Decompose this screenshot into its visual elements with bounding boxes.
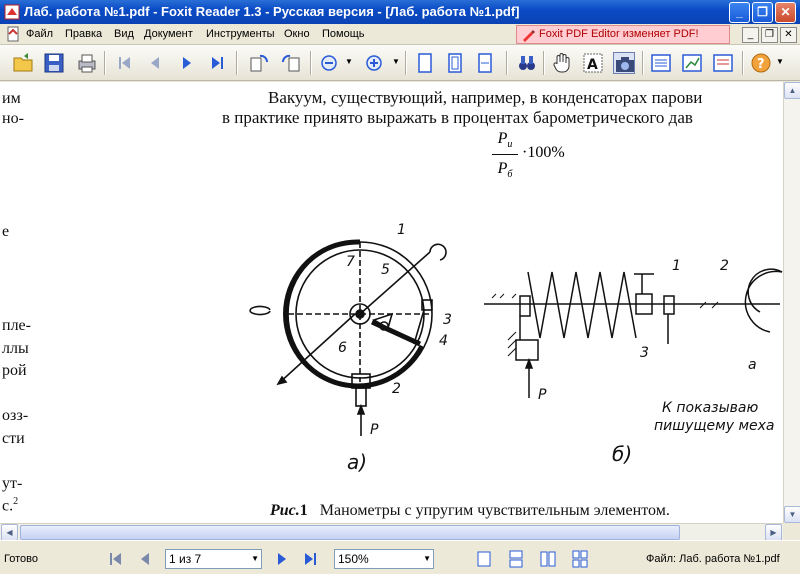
actual-size-button[interactable] (414, 52, 436, 74)
window-title: Лаб. работа №1.pdf - Foxit Reader 1.3 - Русская версия - [Лаб. работа №1.pdf] (24, 4, 520, 19)
camera-icon (614, 53, 636, 75)
help-dropdown-arrow[interactable]: ▼ (776, 57, 784, 66)
first-page-icon (107, 550, 125, 568)
continuous-facing-mode-button[interactable] (572, 550, 588, 568)
paragraph-line: Вакуум, существующий, например, в конденсаторах парови (268, 88, 703, 107)
mdi-minimize-button[interactable]: _ (742, 27, 759, 43)
vertical-scrollbar[interactable] (783, 82, 800, 523)
chevron-down-icon: ▼ (251, 554, 259, 563)
menu-document[interactable]: Документ (144, 28, 193, 40)
zoom-value: 150% (338, 552, 369, 566)
previous-page-icon (136, 550, 154, 568)
zoom-in-dropdown-arrow[interactable]: ▼ (392, 57, 400, 66)
single-page-view-button[interactable] (650, 52, 672, 74)
formula-denominator: $P_б$ (497, 160, 513, 181)
left-text-fragment: е (2, 223, 10, 240)
facing-pages-icon (712, 52, 734, 74)
continuous-facing-icon (572, 550, 588, 568)
status-next-page-button[interactable] (273, 550, 291, 568)
scrollbar-corner (783, 523, 800, 540)
find-button[interactable] (516, 52, 538, 74)
help-icon (750, 52, 772, 74)
left-text-fragment: им (2, 90, 21, 107)
status-bar (0, 540, 800, 574)
rotate-right-icon (280, 52, 302, 74)
formula-numerator: $P_и$ (497, 130, 513, 151)
pen-icon (521, 28, 535, 42)
zoom-out-dropdown-arrow[interactable]: ▼ (345, 57, 353, 66)
save-disk-icon (43, 52, 65, 74)
figure-label: 3 (443, 312, 452, 328)
left-text-fragment: ллы (2, 340, 29, 357)
page-icon (414, 52, 436, 74)
figure-label: 1 (672, 258, 681, 274)
foxit-app-icon (4, 4, 20, 20)
toolbar-separator (506, 51, 508, 75)
title-bar (0, 0, 800, 24)
status-ready: Готово (4, 553, 38, 565)
first-page-icon (114, 52, 136, 74)
fit-page-button[interactable] (444, 52, 466, 74)
open-button[interactable] (12, 52, 34, 74)
text-select-icon (582, 52, 604, 74)
next-page-icon (175, 52, 197, 74)
figure-label: 2 (720, 258, 729, 274)
rotate-right-button[interactable] (280, 52, 302, 74)
toolbar-separator (543, 51, 545, 75)
binoculars-icon (516, 52, 538, 74)
toolbar (0, 45, 800, 81)
left-text-fragment-main: с. (2, 497, 14, 515)
zoom-out-button[interactable] (318, 52, 340, 74)
select-text-button[interactable] (582, 52, 604, 74)
paragraph-line: в практике принято выражать в процентах барометрического дав (222, 108, 693, 127)
save-button[interactable] (43, 52, 65, 74)
next-page-icon (273, 550, 291, 568)
toolbar-separator (104, 51, 106, 75)
help-button[interactable] (750, 52, 772, 74)
left-text-fragment: ут- (2, 475, 23, 492)
figure-caption (270, 502, 670, 520)
last-page-button[interactable] (206, 52, 228, 74)
facing-mode-button[interactable] (540, 550, 556, 568)
horizontal-scrollbar[interactable] (0, 523, 783, 540)
figure-label: P (370, 422, 379, 438)
left-text-fragment: пле- (2, 317, 31, 334)
svg-text:?: ? (757, 57, 765, 72)
open-folder-icon (12, 52, 34, 74)
figure-label: 6 (338, 340, 347, 356)
horizontal-scroll-thumb[interactable] (20, 525, 680, 540)
minimize-button[interactable]: _ (729, 2, 750, 23)
status-first-page-button[interactable] (107, 550, 125, 568)
rotate-left-button[interactable] (248, 52, 270, 74)
zoom-in-button[interactable] (363, 52, 385, 74)
document-icon (5, 26, 21, 42)
close-button[interactable]: ✕ (775, 2, 796, 23)
toolbar-separator (405, 51, 407, 75)
zoom-combo[interactable] (334, 549, 434, 569)
menu-tools[interactable]: Инструменты (206, 28, 275, 40)
last-page-icon (301, 550, 319, 568)
toolbar-separator (236, 51, 238, 75)
continuous-view-button[interactable] (681, 52, 703, 74)
list-view-icon (650, 52, 672, 74)
hand-icon (551, 52, 573, 74)
figure-caption-a: а) (347, 450, 368, 474)
continuous-page-icon (508, 550, 524, 568)
pointer-hook (430, 244, 446, 260)
figure-label: 1 (397, 222, 406, 238)
left-text-fragment: озз- (2, 407, 29, 424)
toolbar-separator (642, 51, 644, 75)
caption-prefix: Рис. (270, 502, 300, 519)
caption-number: 1 (299, 502, 308, 519)
status-previous-page-button[interactable] (136, 550, 154, 568)
first-page-button[interactable] (114, 52, 136, 74)
chevron-down-icon: ▼ (423, 554, 431, 563)
print-button[interactable] (76, 52, 98, 74)
left-text-fragment: но- (2, 110, 24, 127)
scroll-down-button[interactable]: ▼ (784, 506, 800, 523)
last-page-icon (206, 52, 228, 74)
figure-label: 4 (439, 333, 448, 349)
document-view[interactable] (0, 82, 783, 523)
left-text-fragment: сти (2, 430, 25, 447)
snapshot-button[interactable] (613, 52, 635, 74)
fit-page-icon (444, 52, 466, 74)
menu-edit[interactable]: Правка (65, 28, 103, 40)
manometer-figure (0, 82, 783, 523)
figure-b-bellows-gauge (484, 269, 782, 398)
figure-note: К показываю (662, 400, 759, 416)
page-number-value: 1 из 7 (169, 552, 202, 566)
figure-label: 3 (640, 345, 649, 361)
figure-label: а (748, 357, 757, 373)
menu-help[interactable]: Помощь (322, 28, 365, 40)
maximize-button[interactable]: ❐ (752, 2, 773, 23)
scroll-left-button[interactable]: ◀ (1, 524, 18, 541)
toolbar-separator (742, 51, 744, 75)
zoom-out-icon (318, 52, 340, 74)
figure-note: пишущему меха (654, 418, 775, 434)
menu-window[interactable]: Окно (284, 28, 310, 40)
figure-label: 7 (346, 254, 355, 270)
continuous-mode-button[interactable] (508, 550, 524, 568)
zoom-in-icon (363, 52, 385, 74)
caption-text: Манометры с упругим чувствительным элементом. (319, 502, 670, 519)
menu-file[interactable]: Файл (26, 28, 54, 40)
toolbar-separator (310, 51, 312, 75)
left-text-fragment: рой (2, 362, 27, 379)
promo-banner[interactable] (516, 25, 730, 44)
scroll-up-button[interactable]: ▲ (784, 82, 800, 99)
promo-text: Foxit PDF Editor изменяет PDF! (539, 28, 699, 40)
fit-width-icon (474, 52, 496, 74)
status-last-page-button[interactable] (301, 550, 319, 568)
facing-view-button[interactable] (712, 52, 734, 74)
fit-width-button[interactable] (474, 52, 496, 74)
figure-a-bourdon-gauge (250, 242, 446, 436)
rotate-left-icon (248, 52, 270, 74)
page-number-combo[interactable] (165, 549, 262, 569)
printer-icon (76, 52, 98, 74)
formula-factor: ·100% (522, 144, 565, 161)
mdi-restore-button[interactable]: ❐ (761, 27, 778, 43)
previous-page-button[interactable] (145, 52, 167, 74)
left-text-superscript: 2 (13, 496, 19, 507)
single-page-mode-button[interactable] (476, 550, 492, 568)
figure-caption-b: б) (612, 442, 633, 466)
svg-text:A: A (587, 57, 598, 73)
figure-label: P (538, 387, 547, 403)
mdi-close-button[interactable]: ✕ (780, 27, 797, 43)
chart-view-icon (681, 52, 703, 74)
status-filename: Файл: Лаб. работа №1.pdf (646, 553, 780, 565)
menu-view[interactable]: Вид (114, 28, 134, 40)
previous-page-icon (145, 52, 167, 74)
figure-label: 2 (392, 381, 401, 397)
next-page-button[interactable] (175, 52, 197, 74)
scroll-right-button[interactable]: ▶ (765, 524, 782, 541)
facing-page-icon (540, 550, 556, 568)
figure-label: 5 (381, 262, 390, 278)
single-page-icon (476, 550, 492, 568)
hand-tool-button[interactable] (551, 52, 573, 74)
